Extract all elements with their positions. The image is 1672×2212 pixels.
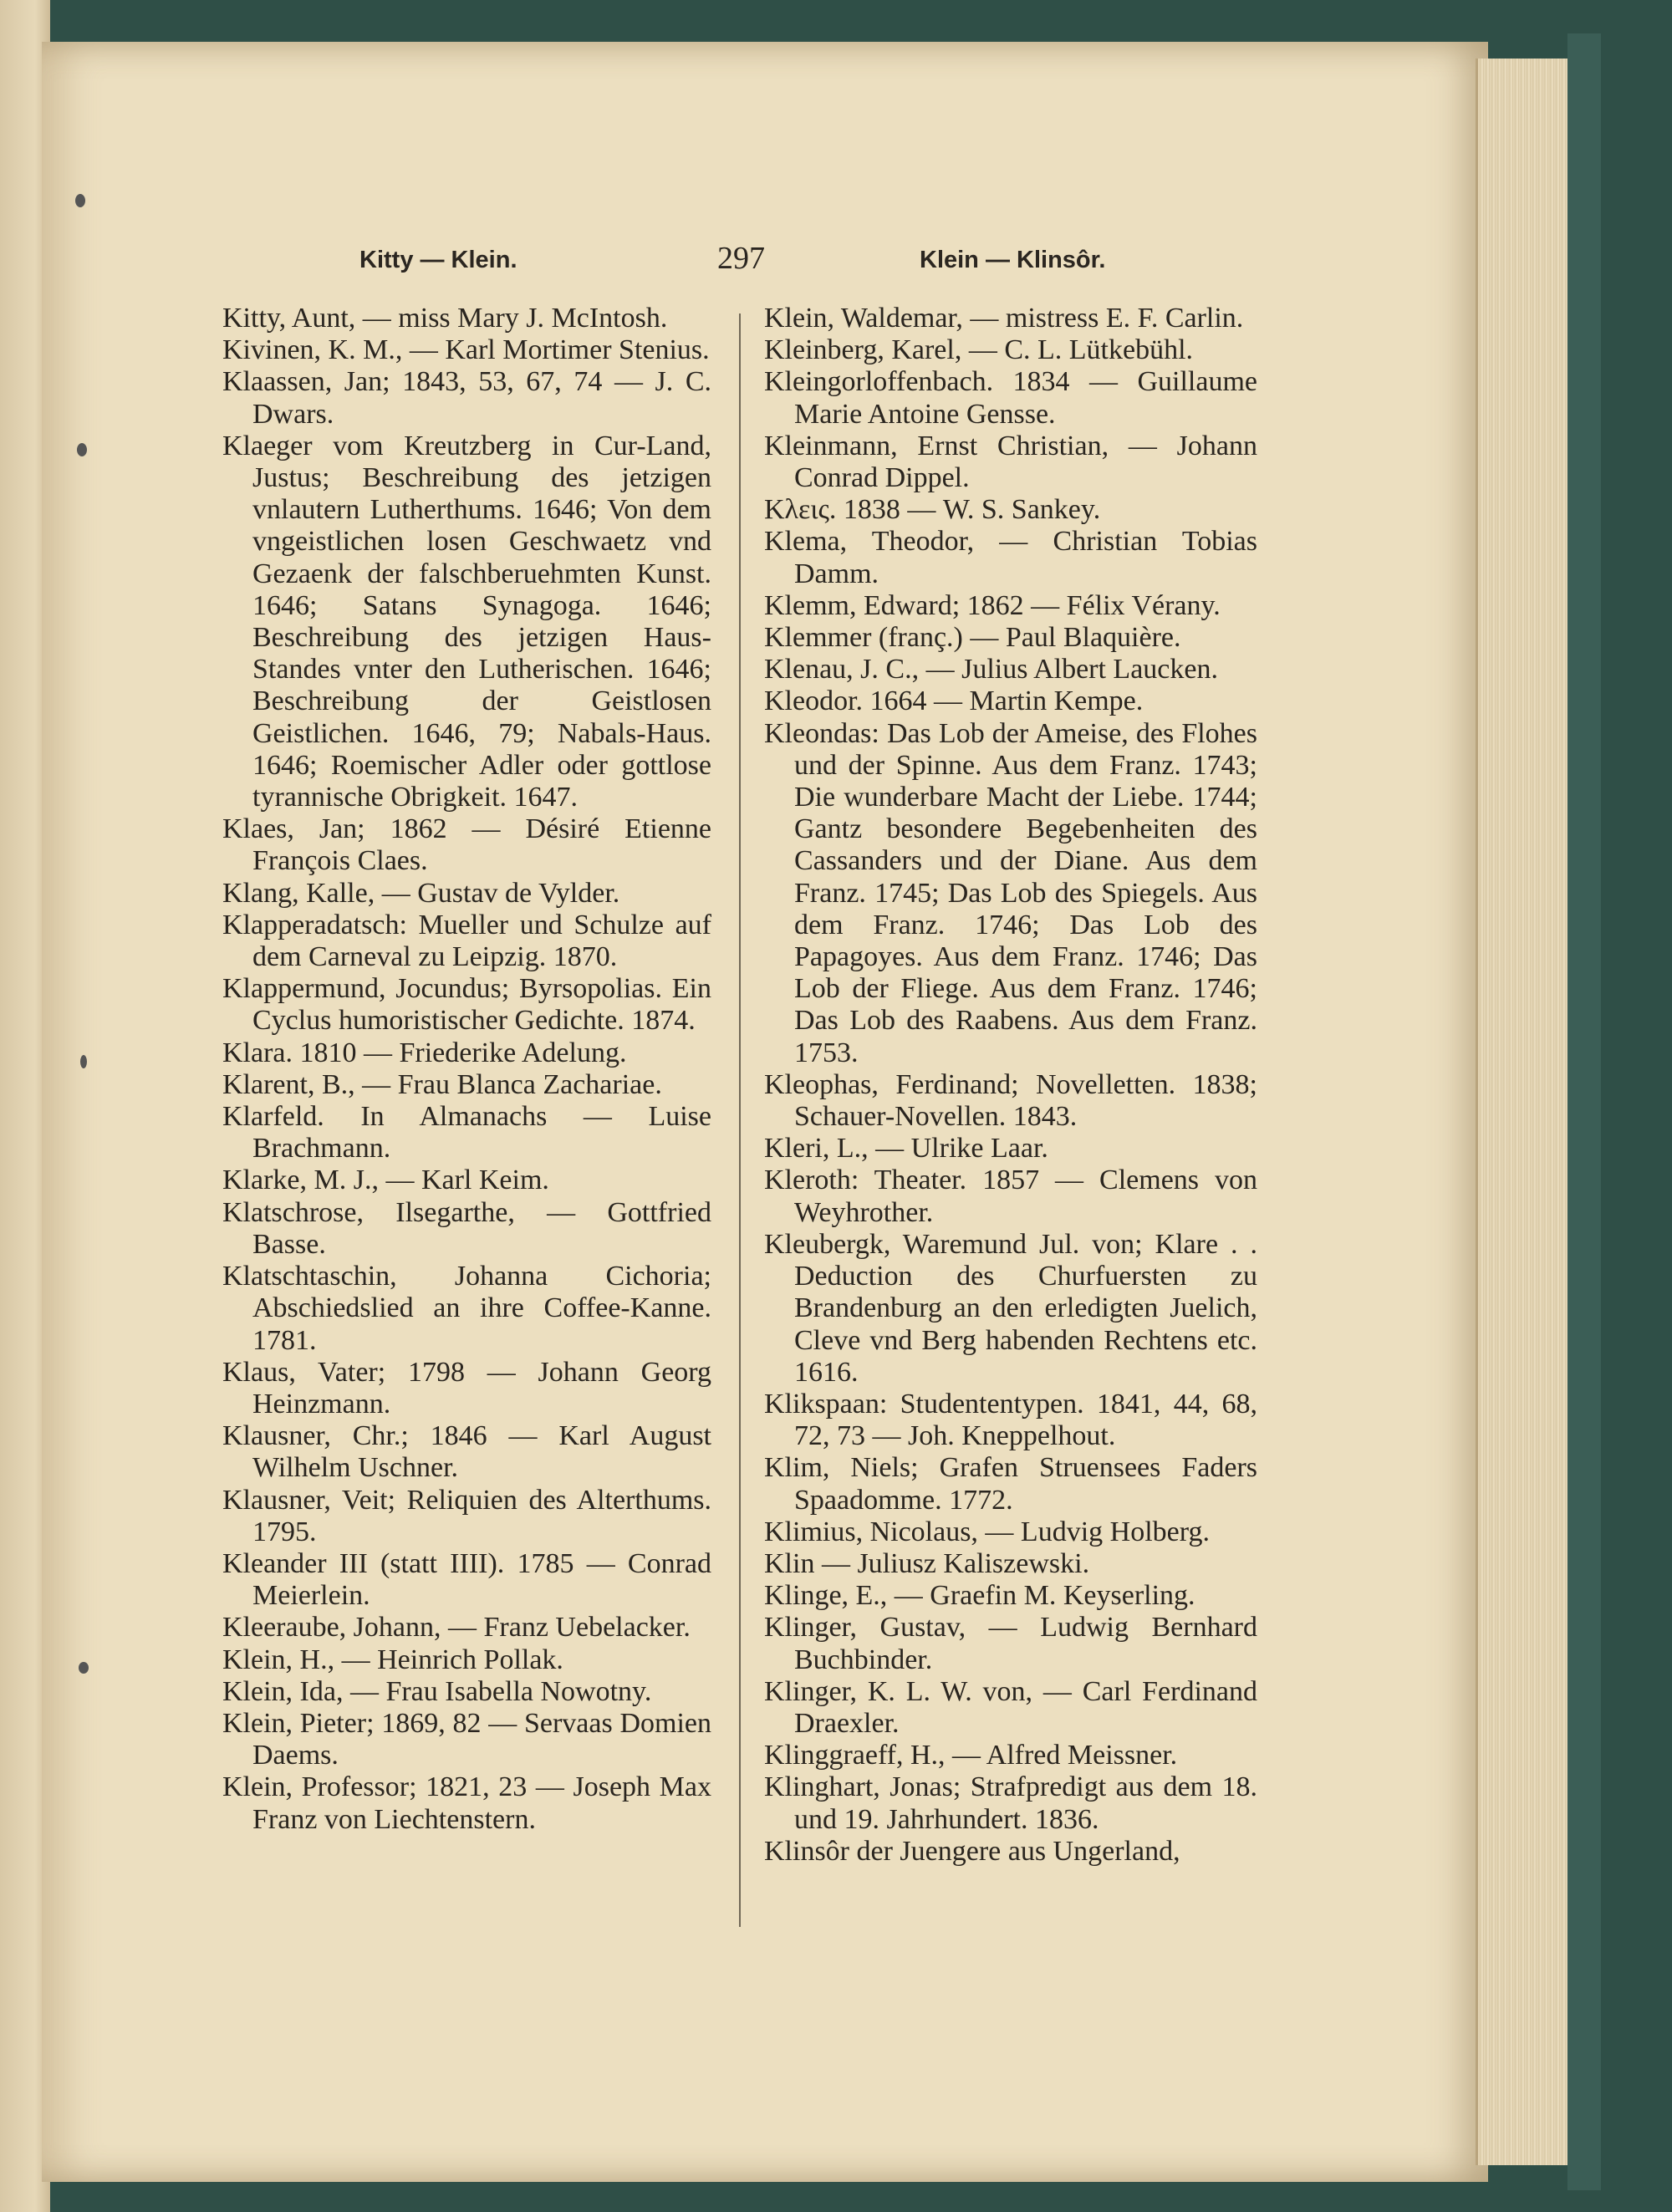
running-header xyxy=(0,241,1672,288)
entry: Klein, Pieter; 1869, 82 — Servaas Domien Daems. xyxy=(222,1707,711,1771)
margin-mark xyxy=(80,1055,87,1068)
entry: Klein, Professor; 1821, 23 — Joseph Max Franz von Liechtenstern. xyxy=(222,1771,711,1835)
entry: Kleubergk, Waremund Jul. von; Klare . . Deduction des Churfuersten zu Brandenburg an den erledigten Juelich, Cleve vnd Berg habenden Rechtens etc. 1616. xyxy=(764,1228,1257,1388)
entry: Klim, Niels; Grafen Struensees Faders Spaadomme. 1772. xyxy=(764,1452,1257,1516)
entry: Kitty, Aunt, — miss Mary J. McIntosh. xyxy=(222,303,668,334)
entry: Klein, Waldemar, — mistress E. F. Carlin. xyxy=(764,303,1244,334)
entry: Kleinberg, Karel, — C. L. Lütkebühl. xyxy=(764,334,1194,366)
entry: Klarke, M. J., — Karl Keim. xyxy=(222,1165,549,1196)
margin-mark xyxy=(75,194,85,207)
page-edges xyxy=(1476,59,1570,2165)
entry: Klara. 1810 — Friederike Adelung. xyxy=(222,1037,627,1068)
column-divider xyxy=(739,313,741,1927)
entry: Kleinmann, Ernst Christian, — Johann Conrad Dippel. xyxy=(764,430,1257,494)
entry: Klikspaan: Studententypen. 1841, 44, 68, 72, 73 — Joh. Kneppelhout. xyxy=(764,1388,1257,1452)
page-number: 297 xyxy=(717,241,765,276)
header-right: Klein — Klinsôr. xyxy=(920,247,1106,273)
entry: Κλεις. 1838 — W. S. Sankey. xyxy=(764,494,1101,526)
entry: Klang, Kalle, — Gustav de Vylder. xyxy=(222,877,620,909)
book-cover-edge xyxy=(1568,33,1601,2190)
entry: Klein, Ida, — Frau Isabella Nowotny. xyxy=(222,1675,652,1707)
entry: Klinggraeff, H., — Alfred Meissner. xyxy=(764,1740,1178,1771)
entry: Klinsôr der Juengere aus Ungerland, xyxy=(764,1835,1180,1867)
header-left: Kitty — Klein. xyxy=(359,247,517,273)
right-column xyxy=(764,303,1257,1868)
entry: Klausner, Veit; Reliquien des Alterthums. 1795. xyxy=(222,1484,711,1547)
entry: Klatschtaschin, Johanna Cichoria; Abschiedslied an ihre Coffee-Kanne. 1781. xyxy=(222,1261,711,1356)
entry: Klarfeld. In Almanachs — Luise Brachmann. xyxy=(222,1101,711,1165)
entry: Klaassen, Jan; 1843, 53, 67, 74 — J. C. Dwars. xyxy=(222,366,711,430)
entry: Klemmer (franç.) — Paul Blaquière. xyxy=(764,622,1181,654)
entry: Klein, H., — Heinrich Pollak. xyxy=(222,1644,563,1675)
left-column xyxy=(222,303,711,1836)
entry: Klaus, Vater; 1798 — Johann Georg Heinzmann. xyxy=(222,1356,711,1419)
entry: Kleroth: Theater. 1857 — Clemens von Weyhrother. xyxy=(764,1165,1257,1228)
entry: Klapperadatsch: Mueller und Schulze auf dem Carneval zu Leipzig. 1870. xyxy=(222,909,711,973)
entry: Klinge, E., — Graefin M. Keyserling. xyxy=(764,1580,1195,1612)
margin-mark xyxy=(77,443,87,456)
entry: Kleander III (statt IIII). 1785 — Conrad Meierlein. xyxy=(222,1547,711,1612)
entry: Klinger, K. L. W. von, — Carl Ferdinand Draexler. xyxy=(764,1675,1257,1739)
entry: Kleri, L., — Ulrike Laar. xyxy=(764,1133,1048,1165)
margin-mark xyxy=(79,1662,89,1674)
entry: Klenau, J. C., — Julius Albert Laucken. xyxy=(764,654,1218,686)
entry: Klaeger vom Kreutzberg in Cur-Land, Justus; Beschreibung des jetzigen vnlautern Lutherthums. 1646; Von dem vngeistlichen losen Geschwaetz vnd Gezaenk der falschberuehmten Kunst. 1646; Satans Synagoga. 1646; Beschreibung des jetzigen Haus-Standes vnter den Lutherischen. 1646; Beschreibung der Geistlosen Geistlichen. 1646, 79; Nabals-Haus. 1646; Roemischer Adler oder gottlose tyrannische Obrigkeit. 1647. xyxy=(222,430,711,813)
entry: Kleophas, Ferdinand; Novelletten. 1838; Schauer-Novellen. 1843. xyxy=(764,1068,1257,1133)
entry: Kleingorloffenbach. 1834 — Guillaume Marie Antoine Gensse. xyxy=(764,366,1257,430)
entry: Kivinen, K. M., — Karl Mortimer Stenius. xyxy=(222,334,710,366)
entry: Klaes, Jan; 1862 — Désiré Etienne François Claes. xyxy=(222,813,711,877)
entry: Klinghart, Jonas; Strafpredigt aus dem 18. und 19. Jahrhundert. 1836. xyxy=(764,1771,1257,1835)
entry: Klema, Theodor, — Christian Tobias Damm. xyxy=(764,526,1257,589)
entry: Klatschrose, Ilsegarthe, — Gottfried Basse. xyxy=(222,1196,711,1260)
entry: Klinger, Gustav, — Ludwig Bernhard Buchbinder. xyxy=(764,1612,1257,1675)
entry: Klarent, B., — Frau Blanca Zachariae. xyxy=(222,1068,662,1100)
entry: Klappermund, Jocundus; Byrsopolias. Ein Cyclus humoristischer Gedichte. 1874. xyxy=(222,973,711,1037)
entry: Klin — Juliusz Kaliszewski. xyxy=(764,1547,1090,1579)
entry: Kleondas: Das Lob der Ameise, des Flohes und der Spinne. Aus dem Franz. 1743; Die wunderbare Macht der Liebe. 1744; Gantz besondere Begebenheiten des Cassanders und der Diane. Aus dem Franz. 1745; Das Lob des Spiegels. Aus dem Franz. 1746; Das Lob des Papagoyes. Aus dem Franz. 1746; Das Lob der Fliege. Aus dem Franz. 1746; Das Lob des Raabens. Aus dem Franz. 1753. xyxy=(764,717,1257,1068)
entry: Kleeraube, Johann, — Franz Uebelacker. xyxy=(222,1612,691,1644)
entry: Klausner, Chr.; 1846 — Karl August Wilhelm Uschner. xyxy=(222,1420,711,1484)
entry: Klemm, Edward; 1862 — Félix Vérany. xyxy=(764,589,1221,621)
entry: Kleodor. 1664 — Martin Kempe. xyxy=(764,686,1144,717)
entry: Klimius, Nicolaus, — Ludvig Holberg. xyxy=(764,1516,1210,1547)
